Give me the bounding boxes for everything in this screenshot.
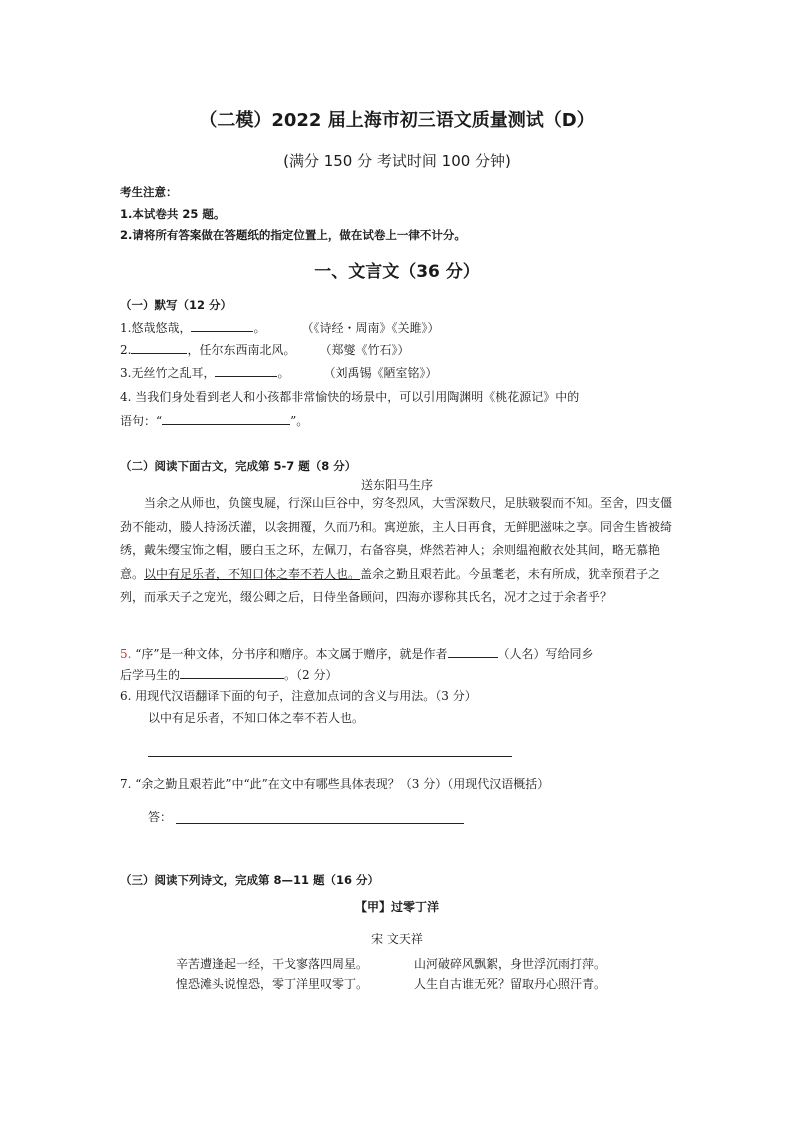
question-5-line2 [120,666,337,683]
q7-answer-line[interactable] [176,823,464,824]
passage-part-1: 当余之从师也，负箧曳屣，行深山巨谷中，穷冬烈风，大雪深数尺，足肤皲裂而不知。至舍，四支僵劲不能动，媵人持汤沃灌，以衾拥覆，久而乃和。寓逆旅，主人日再食，无鲜肥滋味之享。同舍生皆被绮绣，戴朱缨宝饰之帽，腰白玉之环，左佩刀，右备容臭，烨然若神人；余则缊袍敝衣处其间，略无慕艳意。 [120,496,673,581]
q3-text-post: 。 [277,366,290,380]
notice-heading: 考生注意： [120,185,178,199]
q5-number: 5. [120,647,132,661]
essay-title: 送东阳马生序 [360,478,433,492]
question-3 [120,364,437,381]
passage-part-2: 盖余之勤且艰若此。今虽耄老，未有所成，犹幸预君子之列，而承天子之宠光，缀公卿之后，日侍坐备顾问，四海亦谬称其氏名，况才之过于余者乎？ [120,566,661,604]
poem-line-2b: 人生自古谁无死？留取丹心照汗青。 [414,977,607,991]
question-4-line2 [120,412,308,429]
poem-line-1b: 山河破碎风飘絮，身世浮沉雨打萍。 [414,957,607,971]
page-title: （二模）2022 届上海市初三语文质量测试（D） [199,110,595,131]
q2-text-pre: 2. [120,343,132,357]
question-1 [120,319,439,336]
exam-subtitle: (满分 150 分 考试时间 100 分钟) [283,152,511,170]
part2-heading: （二）阅读下面古文，完成第 5-7 题（8 分） [120,459,357,473]
q6-answer-line[interactable] [148,756,512,757]
q3-text-pre: 3.无丝竹之乱耳， [120,366,216,380]
poem-title: 【甲】过零丁洋 [354,900,439,914]
q4-blank[interactable] [162,412,290,425]
q4-text-post: ”。 [290,414,309,428]
q1-text-pre: 1.悠哉悠哉， [120,321,192,335]
q2-blank[interactable] [131,341,187,354]
poem-line-2a: 惶恐滩头说惶恐，零丁洋里叹零丁。 [176,977,369,991]
notice-item-2: 2.请将所有答案做在答题纸的指定位置上，做在试卷上一律不计分。 [120,228,466,242]
question-2 [120,341,409,358]
q5-text-2a: 后学马生的 [120,668,181,682]
q5-text-1a: “序”是一种文体，分书序和赠序。本文属于赠序，就是作者 [131,647,448,661]
question-7-line1: 7. “余之勤且艰若此”中“此”在文中有哪些具体表现？（3 分）（用现代汉语概括） [120,777,550,791]
q5-blank-purpose[interactable] [180,666,284,679]
question-5-line1 [120,645,594,662]
q3-source: （刘禹锡《陋室铭》） [323,366,438,380]
question-6-sentence: 以中有足乐者，不知口体之奉不若人也。 [148,711,365,725]
q5-text-1b: （人名）写给同乡 [497,647,594,661]
notice-item-1: 1.本试卷共 25 题。 [120,207,226,221]
classical-text-passage [120,492,680,610]
q3-blank[interactable] [215,364,277,377]
poem-line-1a: 辛苦遭逢起一经，干戈寥落四周星。 [176,957,369,971]
question-4-line1: 4. 当我们身处看到老人和小孩都非常愉快的场景中，可以引用陶渊明《桃花源记》中的 [120,390,580,404]
part3-heading: （三）阅读下列诗文，完成第 8—11 题（16 分） [120,873,380,887]
q4-text-pre: 语句：“ [120,414,163,428]
q2-text-post: ，任尔东西南北风。 [187,343,296,357]
q7-answer-label: 答： [148,810,173,824]
section-heading-1: 一、文言文（36 分） [314,262,480,282]
q5-text-2b: 。（2 分） [284,668,338,682]
passage-underlined-sentence: 以中有足乐者，不知口体之奉不若人也。 [144,566,361,581]
q5-blank-author[interactable] [448,645,498,658]
q2-source: （郑燮《竹石》） [319,343,410,357]
poem-author: 宋 文天祥 [371,932,423,946]
q1-blank[interactable] [191,319,253,332]
question-6-line1: 6. 用现代汉语翻译下面的句子，注意加点词的含义与用法。（3 分） [120,689,477,703]
part1-heading: （一）默写（12 分） [120,298,233,312]
q1-text-post: 。 [253,321,266,335]
q1-source: （《诗经・周南》《关雎》） [301,321,440,335]
